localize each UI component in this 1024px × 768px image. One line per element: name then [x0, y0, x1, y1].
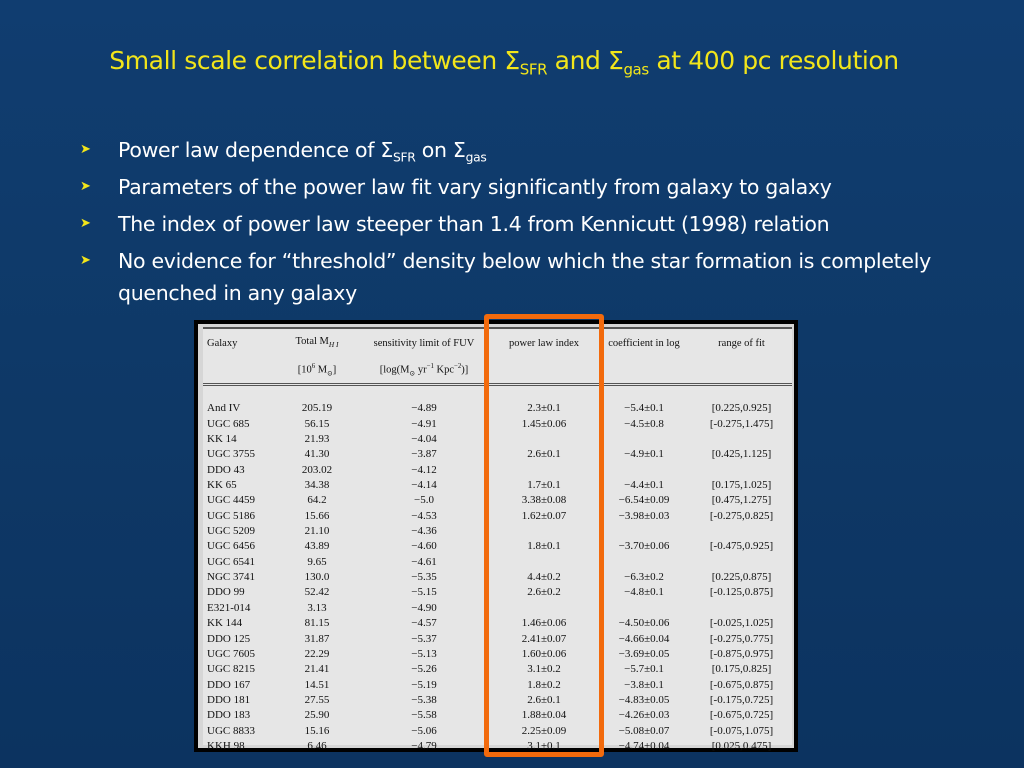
galaxy-cell: UGC 5209: [207, 525, 255, 538]
fuv-limit-cell: −4.60: [411, 540, 437, 553]
arrowhead-bullet-icon: ➤: [80, 142, 91, 157]
galaxy-cell: KKH 98: [207, 739, 245, 752]
bullet-text: No evidence for “threshold” density below which the star formation is completely quenched in any galaxy: [118, 249, 931, 305]
coefficient-cell: [597, 555, 691, 570]
bullet-sub-sfr: SFR: [393, 150, 416, 165]
units-total-mhi-close: ]: [332, 364, 337, 376]
fuv-limit-cell: −4.91: [411, 417, 437, 430]
title-sub-gas: gas: [623, 60, 649, 79]
power-law-highlight-box: [484, 314, 604, 757]
range-of-fit-cell: [-0.675,0.875]: [709, 678, 774, 691]
galaxy-cell: UGC 4459: [207, 494, 255, 507]
arrowhead-bullet-icon: ➤: [80, 179, 91, 194]
coefficient-cell: −4.26±0.03: [618, 709, 670, 722]
power-law-index-cell: 1.46±0.06: [521, 617, 567, 630]
fuv-limit-cell: −4.14: [411, 479, 437, 492]
fuv-limit-cell: −5.06: [411, 724, 437, 737]
total-mhi-cell: 6.46: [307, 739, 327, 752]
fuv-limit-cell: −5.35: [411, 571, 437, 584]
range-of-fit-cell: [691, 524, 792, 539]
galaxy-cell: DDO 167: [207, 678, 251, 691]
total-mhi-cell: 41.30: [304, 448, 330, 461]
fuv-limit-cell: −5.19: [411, 678, 437, 691]
galaxy-cell: E321-014: [207, 601, 251, 614]
fuv-limit-cell: −4.57: [411, 617, 437, 630]
units-fuv-c: Kpc: [433, 364, 454, 376]
range-of-fit-cell: [0.225,0.875]: [711, 571, 772, 584]
power-law-index-cell: 3.1±0.2: [527, 663, 561, 676]
fuv-limit-cell: −5.37: [411, 632, 437, 645]
title-suffix: at 400 pc resolution: [648, 46, 899, 75]
fuv-limit-cell: −4.89: [411, 402, 437, 415]
coefficient-cell: −5.7±0.1: [624, 663, 664, 676]
total-mhi-cell: 203.02: [301, 463, 333, 476]
galaxy-cell: KK 65: [207, 479, 237, 492]
units-coefficient: [597, 357, 691, 385]
total-mhi-cell: 130.0: [304, 571, 330, 584]
col-header-fuv: sensitivity limit of FUV: [357, 328, 491, 357]
coefficient-cell: −3.8±0.1: [624, 678, 664, 691]
col-header-total-mhi: [277, 328, 357, 357]
galaxy-cell: And IV: [207, 402, 241, 415]
coefficient-cell: −3.69±0.05: [618, 647, 670, 660]
total-mhi-cell: 14.51: [304, 678, 330, 691]
power-law-index-cell: 1.62±0.07: [521, 509, 567, 522]
units-fuv-b: yr: [415, 364, 427, 376]
power-law-index-cell: 2.6±0.1: [527, 693, 561, 706]
coefficient-cell: −4.50±0.06: [618, 617, 670, 630]
total-mhi-cell: 52.42: [304, 586, 330, 599]
col-header-total-mhi-sub: H I: [328, 340, 339, 350]
fuv-limit-cell: −5.13: [411, 647, 437, 660]
units-fuv-exp2: −2: [453, 362, 462, 370]
range-of-fit-cell: [-0.275,0.825]: [709, 509, 774, 522]
units-total-mhi-exp: 6: [311, 362, 316, 370]
coefficient-cell: [597, 601, 691, 616]
galaxy-cell: UGC 6541: [207, 555, 255, 568]
units-fuv-close: )]: [461, 364, 469, 376]
fuv-limit-cell: −5.15: [411, 586, 437, 599]
bullet-item: [80, 245, 960, 309]
range-of-fit-cell: [-0.275,1.475]: [709, 417, 774, 430]
coefficient-cell: −4.5±0.8: [624, 417, 664, 430]
power-law-index-cell: 1.8±0.1: [527, 540, 561, 553]
units-fuv: [357, 357, 491, 385]
units-total-mhi-sun: ⊙: [327, 370, 333, 378]
fuv-limit-cell: −5.26: [411, 663, 437, 676]
total-mhi-cell: 25.90: [304, 709, 330, 722]
units-galaxy: [203, 357, 277, 385]
fuv-limit-cell: −4.12: [411, 463, 437, 476]
bullet-item: [80, 134, 960, 166]
total-mhi-cell: 21.93: [304, 433, 330, 446]
fuv-limit-cell: −4.79: [411, 739, 437, 752]
range-of-fit-cell: [0.175,0.825]: [711, 663, 772, 676]
fuv-limit-cell: −4.04: [411, 433, 437, 446]
fuv-limit-cell: −4.53: [411, 509, 437, 522]
fuv-limit-cell: −4.61: [411, 555, 437, 568]
col-header-range-of-fit: range of fit: [691, 328, 792, 357]
coefficient-cell: −4.9±0.1: [624, 448, 664, 461]
total-mhi-cell: 56.15: [304, 417, 330, 430]
col-header-power-law-index: power law index: [491, 328, 597, 357]
galaxy-cell: UGC 5186: [207, 509, 255, 522]
range-of-fit-cell: [-0.125,0.875]: [709, 586, 774, 599]
coefficient-cell: [597, 463, 691, 478]
fuv-limit-cell: −3.87: [411, 448, 437, 461]
coefficient-cell: −3.98±0.03: [618, 509, 670, 522]
coefficient-cell: [597, 524, 691, 539]
range-of-fit-cell: [-0.075,1.075]: [709, 724, 774, 737]
coefficient-cell: −4.4±0.1: [624, 479, 664, 492]
coefficient-cell: −4.66±0.04: [618, 632, 670, 645]
bullet-text: The index of power law steeper than 1.4 from Kennicutt (1998) relation: [118, 212, 830, 236]
total-mhi-cell: 205.19: [301, 402, 333, 415]
range-of-fit-cell: [691, 555, 792, 570]
power-law-index-cell: 4.4±0.2: [527, 571, 561, 584]
total-mhi-cell: 43.89: [304, 540, 330, 553]
total-mhi-cell: 15.66: [304, 509, 330, 522]
fuv-limit-cell: −4.36: [411, 525, 437, 538]
bullet-text-mid: on Σ: [415, 138, 466, 162]
range-of-fit-cell: [-0.475,0.925]: [709, 540, 774, 553]
power-law-index-cell: 2.3±0.1: [527, 402, 561, 415]
coefficient-cell: −4.74±0.04: [618, 739, 670, 752]
total-mhi-cell: 21.41: [304, 663, 330, 676]
coefficient-cell: [597, 432, 691, 447]
power-law-index-cell: 1.8±0.2: [527, 678, 561, 691]
fuv-limit-cell: −5.58: [411, 709, 437, 722]
bullet-item: [80, 171, 960, 203]
range-of-fit-cell: [691, 601, 792, 616]
range-of-fit-cell: [691, 463, 792, 478]
units-total-mhi-b: M: [315, 364, 328, 376]
bullet-item: [80, 208, 960, 240]
galaxy-cell: DDO 181: [207, 693, 251, 706]
range-of-fit-cell: [-0.175,0.725]: [709, 693, 774, 706]
total-mhi-cell: 21.10: [304, 525, 330, 538]
total-mhi-cell: 9.65: [307, 555, 327, 568]
units-fuv-exp1: −1: [426, 362, 434, 370]
col-header-total-mhi-label: Total M: [295, 336, 329, 348]
coefficient-cell: −5.4±0.1: [624, 402, 664, 415]
bullet-text-prefix: Power law dependence of Σ: [118, 138, 394, 162]
galaxy-cell: DDO 43: [207, 463, 245, 476]
units-fuv-sun: ⊙: [409, 370, 416, 378]
power-law-index-cell: 1.45±0.06: [521, 417, 567, 430]
total-mhi-cell: 3.13: [307, 601, 327, 614]
galaxy-cell: KK 144: [207, 617, 243, 630]
col-header-galaxy: Galaxy: [203, 328, 277, 357]
power-law-index-cell: 2.41±0.07: [521, 632, 567, 645]
galaxy-cell: DDO 99: [207, 586, 245, 599]
range-of-fit-cell: [0.025,0.475]: [711, 739, 772, 752]
power-law-index-cell: 1.60±0.06: [521, 647, 567, 660]
range-of-fit-cell: [0.425,1.125]: [711, 448, 772, 461]
coefficient-cell: −5.08±0.07: [618, 724, 670, 737]
total-mhi-cell: 22.29: [304, 647, 330, 660]
range-of-fit-cell: [0.175,1.025]: [711, 479, 772, 492]
total-mhi-cell: 64.2: [307, 494, 327, 507]
power-law-index-cell: 1.88±0.04: [521, 709, 567, 722]
fuv-limit-cell: −5.38: [411, 693, 437, 706]
galaxy-cell: UGC 685: [207, 417, 250, 430]
coefficient-cell: −4.83±0.05: [618, 693, 670, 706]
total-mhi-cell: 34.38: [304, 479, 330, 492]
range-of-fit-cell: [-0.275,0.775]: [709, 632, 774, 645]
arrowhead-bullet-icon: ➤: [80, 253, 91, 268]
power-law-index-cell: 1.7±0.1: [527, 479, 561, 492]
coefficient-cell: −3.70±0.06: [618, 540, 670, 553]
range-of-fit-cell: [691, 432, 792, 447]
galaxy-cell: KK 14: [207, 433, 237, 446]
power-law-index-cell: 3.1±0.1: [527, 739, 561, 752]
galaxy-cell: DDO 183: [207, 709, 251, 722]
title-prefix: Small scale correlation between Σ: [109, 46, 520, 75]
total-mhi-cell: 15.16: [304, 724, 330, 737]
fuv-limit-cell: −4.90: [411, 601, 437, 614]
power-law-index-cell: 2.6±0.2: [527, 586, 561, 599]
range-of-fit-cell: [-0.875,0.975]: [709, 647, 774, 660]
units-total-mhi-a: [10: [297, 364, 312, 376]
range-of-fit-cell: [-0.675,0.725]: [709, 709, 774, 722]
col-header-coefficient: coefficient in log: [597, 328, 691, 357]
range-of-fit-cell: [-0.025,1.025]: [709, 617, 774, 630]
power-law-index-cell: 3.38±0.08: [521, 494, 567, 507]
galaxy-cell: UGC 8833: [207, 724, 255, 737]
bullet-text: Parameters of the power law fit vary significantly from galaxy to galaxy: [118, 175, 832, 199]
power-law-index-cell: 2.25±0.09: [521, 724, 567, 737]
total-mhi-cell: 81.15: [304, 617, 330, 630]
galaxy-cell: UGC 3755: [207, 448, 255, 461]
total-mhi-cell: 27.55: [304, 693, 330, 706]
power-law-index-cell: 2.6±0.1: [527, 448, 561, 461]
bullet-list: [80, 134, 960, 314]
slide-title: [0, 46, 1008, 79]
range-of-fit-cell: [0.475,1.275]: [711, 494, 772, 507]
galaxy-cell: NGC 3741: [207, 571, 255, 584]
units-range: [691, 357, 792, 385]
coefficient-cell: −6.54±0.09: [618, 494, 670, 507]
coefficient-cell: −4.8±0.1: [624, 586, 664, 599]
arrowhead-bullet-icon: ➤: [80, 216, 91, 231]
fuv-limit-cell: −5.0: [414, 494, 434, 507]
bullet-sub-gas: gas: [465, 150, 487, 165]
coefficient-cell: −6.3±0.2: [624, 571, 664, 584]
galaxy-cell: UGC 6456: [207, 540, 255, 553]
galaxy-cell: DDO 125: [207, 632, 251, 645]
units-total-mhi: [277, 357, 357, 385]
title-sub-sfr: SFR: [519, 60, 548, 79]
galaxy-cell: UGC 7605: [207, 647, 255, 660]
units-fuv-a: [log(M: [379, 364, 410, 376]
galaxy-cell: UGC 8215: [207, 663, 255, 676]
total-mhi-cell: 31.87: [304, 632, 330, 645]
title-mid: and Σ: [547, 46, 624, 75]
range-of-fit-cell: [0.225,0.925]: [711, 402, 772, 415]
